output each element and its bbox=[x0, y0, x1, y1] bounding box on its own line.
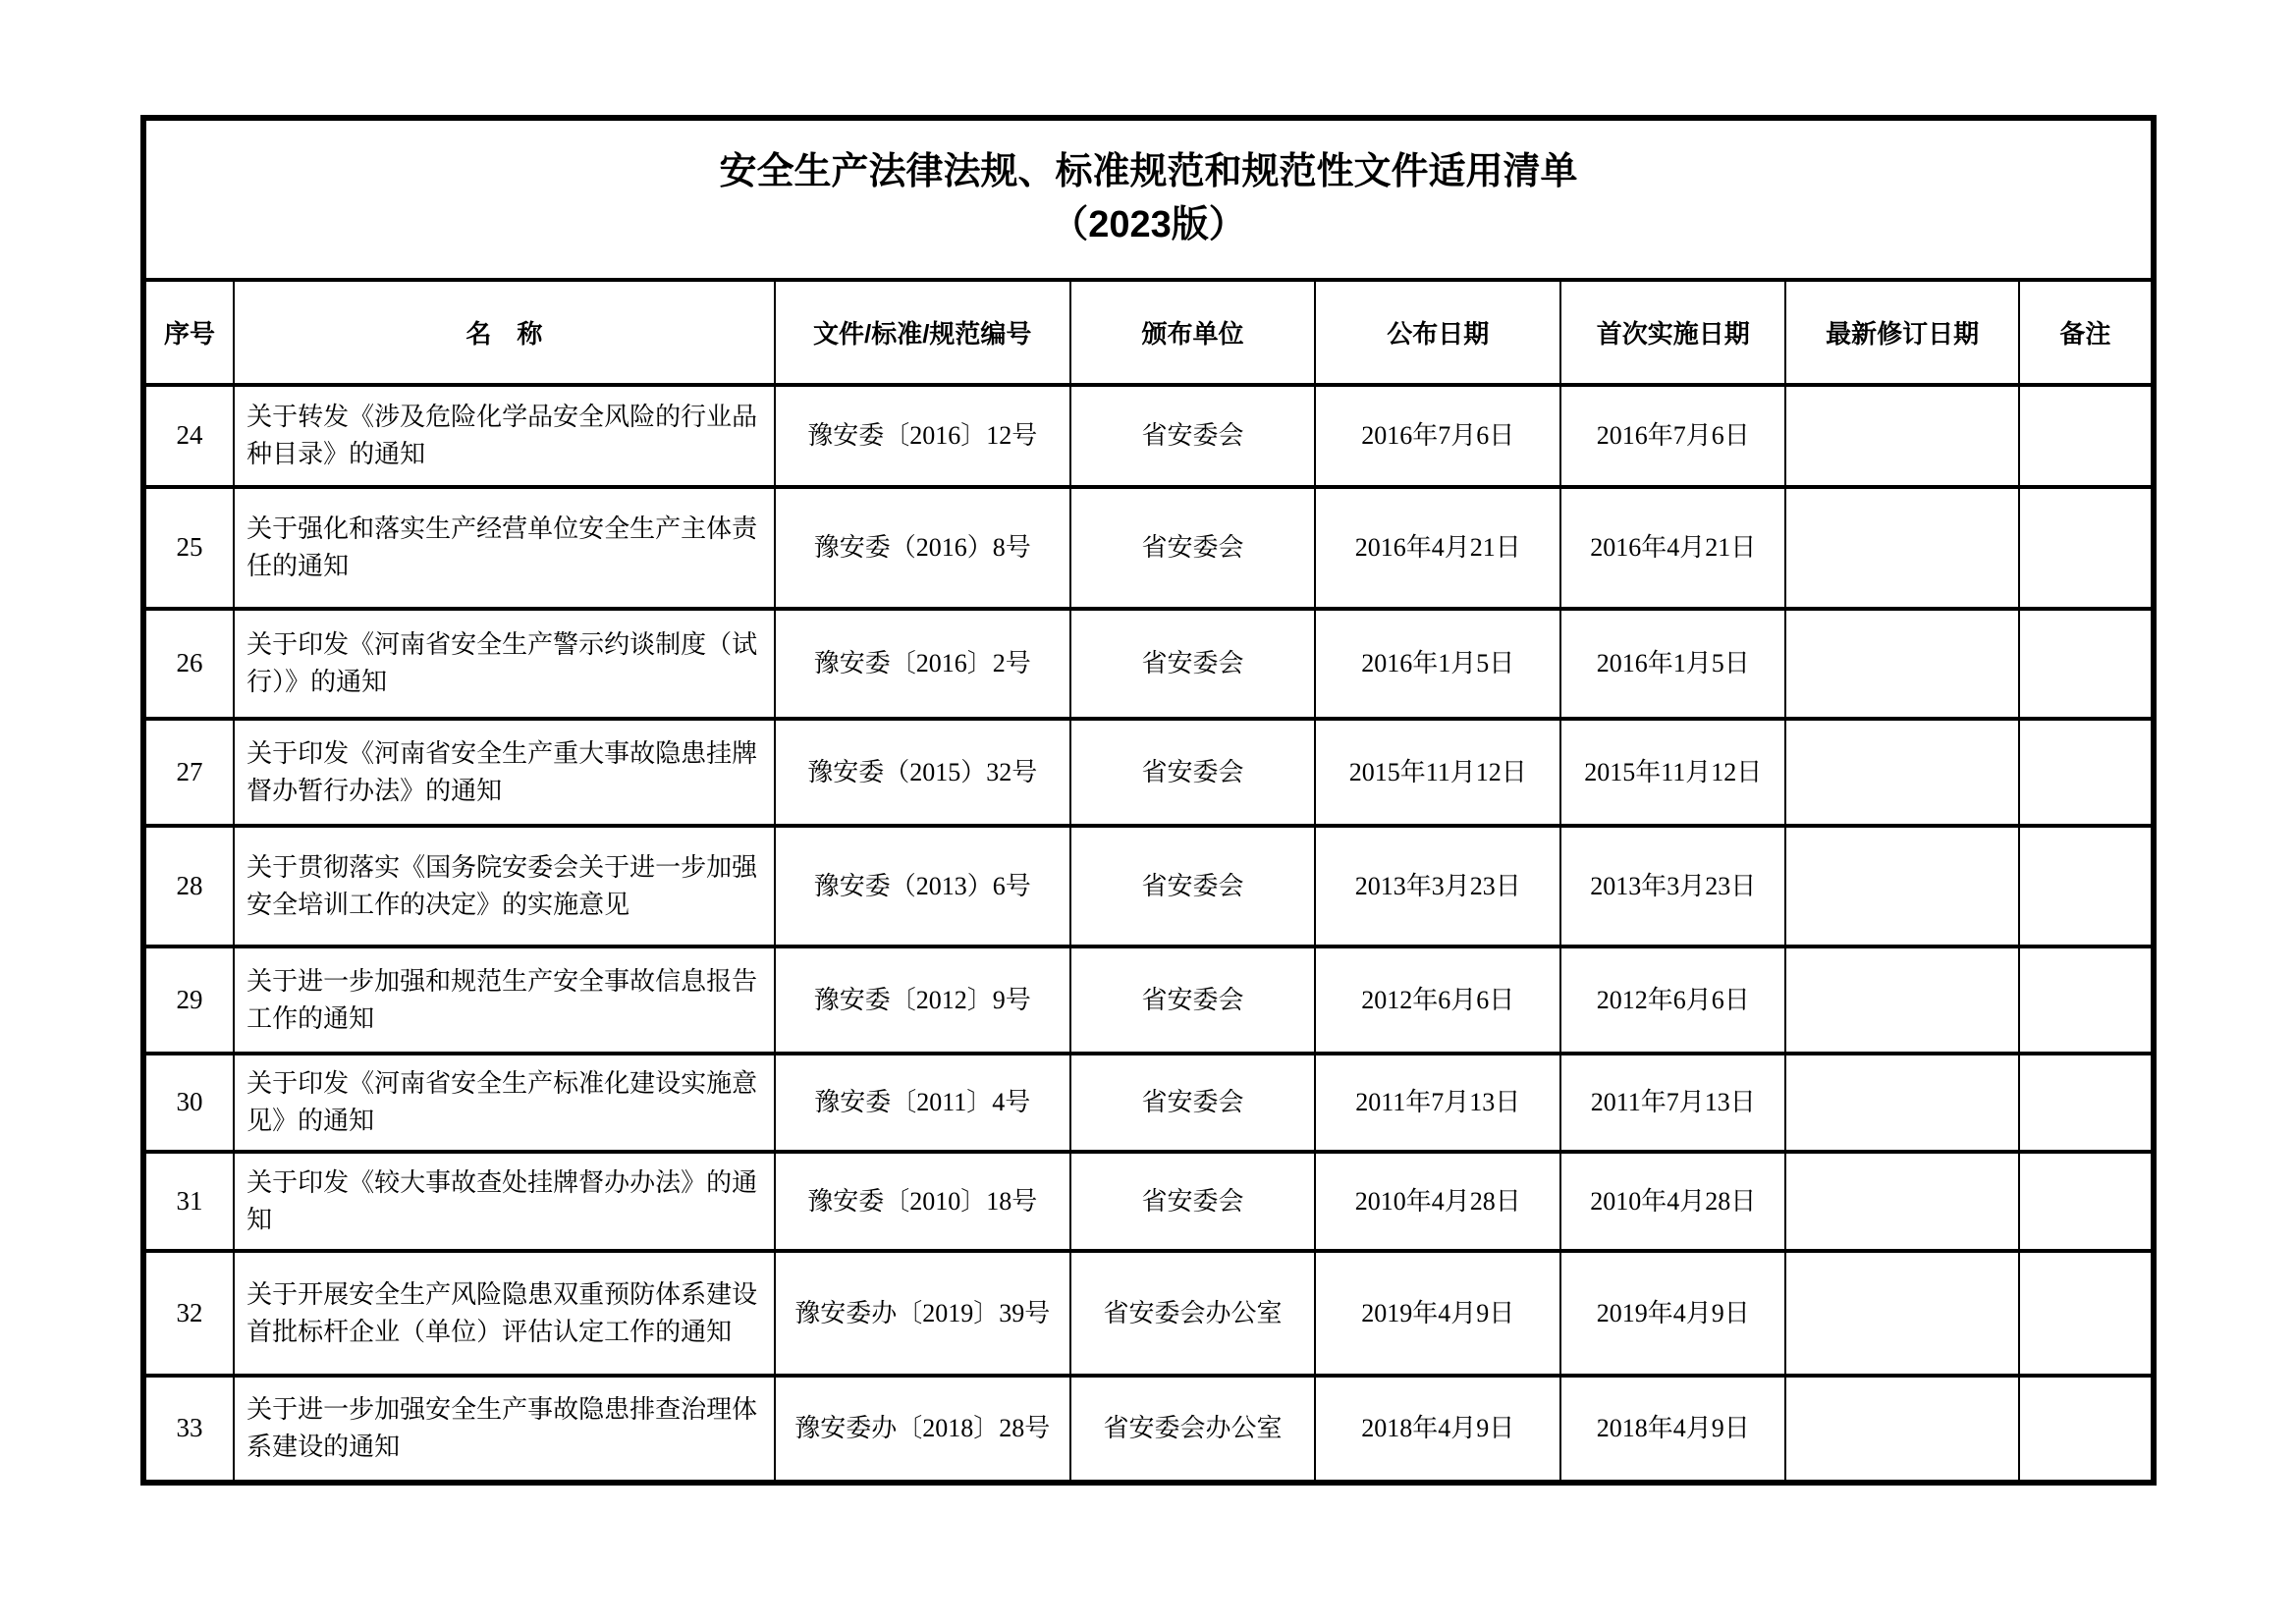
table-row bbox=[143, 1376, 2154, 1483]
cell-publish_date: 2015年11月12日 bbox=[1315, 719, 1560, 826]
table-row bbox=[143, 385, 2154, 487]
col-header-name: 名 称 bbox=[234, 280, 775, 385]
cell-issuer: 省安委会办公室 bbox=[1070, 1251, 1316, 1376]
cell-first_impl_date: 2016年4月21日 bbox=[1560, 487, 1785, 609]
col-header-remark: 备注 bbox=[2019, 280, 2154, 385]
table-row bbox=[143, 487, 2154, 609]
table-row bbox=[143, 1251, 2154, 1376]
cell-doc_number: 豫安委〔2012〕9号 bbox=[775, 947, 1070, 1054]
cell-doc_number: 豫安委（2015）32号 bbox=[775, 719, 1070, 826]
cell-issuer: 省安委会 bbox=[1070, 1054, 1316, 1152]
cell-issuer: 省安委会 bbox=[1070, 487, 1316, 609]
cell-publish_date: 2010年4月28日 bbox=[1315, 1152, 1560, 1251]
cell-index: 32 bbox=[143, 1251, 234, 1376]
table-row bbox=[143, 609, 2154, 719]
cell-index: 33 bbox=[143, 1376, 234, 1483]
col-header-first_impl_date: 首次实施日期 bbox=[1560, 280, 1785, 385]
cell-name: 关于进一步加强安全生产事故隐患排查治理体系建设的通知 bbox=[234, 1376, 775, 1483]
cell-name: 关于印发《河南省安全生产标准化建设实施意见》的通知 bbox=[234, 1054, 775, 1152]
cell-first_impl_date: 2012年6月6日 bbox=[1560, 947, 1785, 1054]
cell-latest_revision_date bbox=[1785, 826, 2018, 947]
cell-doc_number: 豫安委办〔2019〕39号 bbox=[775, 1251, 1070, 1376]
cell-issuer: 省安委会 bbox=[1070, 609, 1316, 719]
cell-name: 关于贯彻落实《国务院安委会关于进一步加强安全培训工作的决定》的实施意见 bbox=[234, 826, 775, 947]
cell-latest_revision_date bbox=[1785, 1376, 2018, 1483]
cell-name: 关于强化和落实生产经营单位安全生产主体责任的通知 bbox=[234, 487, 775, 609]
cell-publish_date: 2019年4月9日 bbox=[1315, 1251, 1560, 1376]
col-header-publish_date: 公布日期 bbox=[1315, 280, 1560, 385]
regulations-table bbox=[140, 115, 2157, 1486]
table-header-row bbox=[143, 280, 2154, 385]
cell-publish_date: 2018年4月9日 bbox=[1315, 1376, 1560, 1483]
cell-first_impl_date: 2018年4月9日 bbox=[1560, 1376, 1785, 1483]
cell-remark bbox=[2019, 1152, 2154, 1251]
cell-latest_revision_date bbox=[1785, 1251, 2018, 1376]
cell-index: 30 bbox=[143, 1054, 234, 1152]
cell-issuer: 省安委会 bbox=[1070, 826, 1316, 947]
document-title bbox=[143, 118, 2154, 280]
cell-index: 24 bbox=[143, 385, 234, 487]
cell-issuer: 省安委会 bbox=[1070, 385, 1316, 487]
cell-index: 25 bbox=[143, 487, 234, 609]
cell-remark bbox=[2019, 1251, 2154, 1376]
table-row bbox=[143, 1152, 2154, 1251]
cell-latest_revision_date bbox=[1785, 487, 2018, 609]
cell-first_impl_date: 2019年4月9日 bbox=[1560, 1251, 1785, 1376]
cell-issuer: 省安委会办公室 bbox=[1070, 1376, 1316, 1483]
table-row bbox=[143, 1054, 2154, 1152]
cell-doc_number: 豫安委〔2011〕4号 bbox=[775, 1054, 1070, 1152]
cell-name: 关于印发《河南省安全生产警示约谈制度（试行）》的通知 bbox=[234, 609, 775, 719]
cell-issuer: 省安委会 bbox=[1070, 947, 1316, 1054]
col-header-index: 序号 bbox=[143, 280, 234, 385]
cell-remark bbox=[2019, 1054, 2154, 1152]
col-header-latest_revision_date: 最新修订日期 bbox=[1785, 280, 2018, 385]
document-title-line1: 安全生产法律法规、标准规范和规范性文件适用清单 bbox=[719, 151, 1578, 193]
cell-doc_number: 豫安委（2016）8号 bbox=[775, 487, 1070, 609]
col-header-doc_number: 文件/标准/规范编号 bbox=[775, 280, 1070, 385]
cell-remark bbox=[2019, 719, 2154, 826]
cell-remark bbox=[2019, 826, 2154, 947]
cell-latest_revision_date bbox=[1785, 385, 2018, 487]
cell-first_impl_date: 2013年3月23日 bbox=[1560, 826, 1785, 947]
cell-index: 28 bbox=[143, 826, 234, 947]
cell-latest_revision_date bbox=[1785, 1152, 2018, 1251]
cell-remark bbox=[2019, 947, 2154, 1054]
cell-name: 关于印发《河南省安全生产重大事故隐患挂牌督办暂行办法》的通知 bbox=[234, 719, 775, 826]
cell-latest_revision_date bbox=[1785, 609, 2018, 719]
cell-doc_number: 豫安委（2013）6号 bbox=[775, 826, 1070, 947]
cell-publish_date: 2016年4月21日 bbox=[1315, 487, 1560, 609]
table-row bbox=[143, 826, 2154, 947]
cell-first_impl_date: 2015年11月12日 bbox=[1560, 719, 1785, 826]
cell-index: 27 bbox=[143, 719, 234, 826]
cell-doc_number: 豫安委〔2010〕18号 bbox=[775, 1152, 1070, 1251]
cell-first_impl_date: 2016年7月6日 bbox=[1560, 385, 1785, 487]
cell-remark bbox=[2019, 609, 2154, 719]
cell-name: 关于进一步加强和规范生产安全事故信息报告工作的通知 bbox=[234, 947, 775, 1054]
cell-issuer: 省安委会 bbox=[1070, 1152, 1316, 1251]
col-header-issuer: 颁布单位 bbox=[1070, 280, 1316, 385]
document-title-line2: （2023版） bbox=[1051, 204, 1246, 245]
cell-publish_date: 2012年6月6日 bbox=[1315, 947, 1560, 1054]
cell-publish_date: 2011年7月13日 bbox=[1315, 1054, 1560, 1152]
cell-remark bbox=[2019, 487, 2154, 609]
title-row bbox=[143, 118, 2154, 280]
table-row bbox=[143, 719, 2154, 826]
cell-issuer: 省安委会 bbox=[1070, 719, 1316, 826]
cell-index: 26 bbox=[143, 609, 234, 719]
cell-first_impl_date: 2010年4月28日 bbox=[1560, 1152, 1785, 1251]
cell-latest_revision_date bbox=[1785, 1054, 2018, 1152]
cell-name: 关于开展安全生产风险隐患双重预防体系建设首批标杆企业（单位）评估认定工作的通知 bbox=[234, 1251, 775, 1376]
cell-doc_number: 豫安委办〔2018〕28号 bbox=[775, 1376, 1070, 1483]
cell-doc_number: 豫安委〔2016〕12号 bbox=[775, 385, 1070, 487]
cell-name: 关于转发《涉及危险化学品安全风险的行业品种目录》的通知 bbox=[234, 385, 775, 487]
cell-name: 关于印发《较大事故查处挂牌督办办法》的通知 bbox=[234, 1152, 775, 1251]
cell-index: 31 bbox=[143, 1152, 234, 1251]
cell-latest_revision_date bbox=[1785, 947, 2018, 1054]
cell-publish_date: 2016年1月5日 bbox=[1315, 609, 1560, 719]
table-row bbox=[143, 947, 2154, 1054]
cell-publish_date: 2016年7月6日 bbox=[1315, 385, 1560, 487]
cell-publish_date: 2013年3月23日 bbox=[1315, 826, 1560, 947]
cell-index: 29 bbox=[143, 947, 234, 1054]
cell-first_impl_date: 2016年1月5日 bbox=[1560, 609, 1785, 719]
cell-first_impl_date: 2011年7月13日 bbox=[1560, 1054, 1785, 1152]
cell-latest_revision_date bbox=[1785, 719, 2018, 826]
cell-doc_number: 豫安委〔2016〕2号 bbox=[775, 609, 1070, 719]
cell-remark bbox=[2019, 385, 2154, 487]
cell-remark bbox=[2019, 1376, 2154, 1483]
